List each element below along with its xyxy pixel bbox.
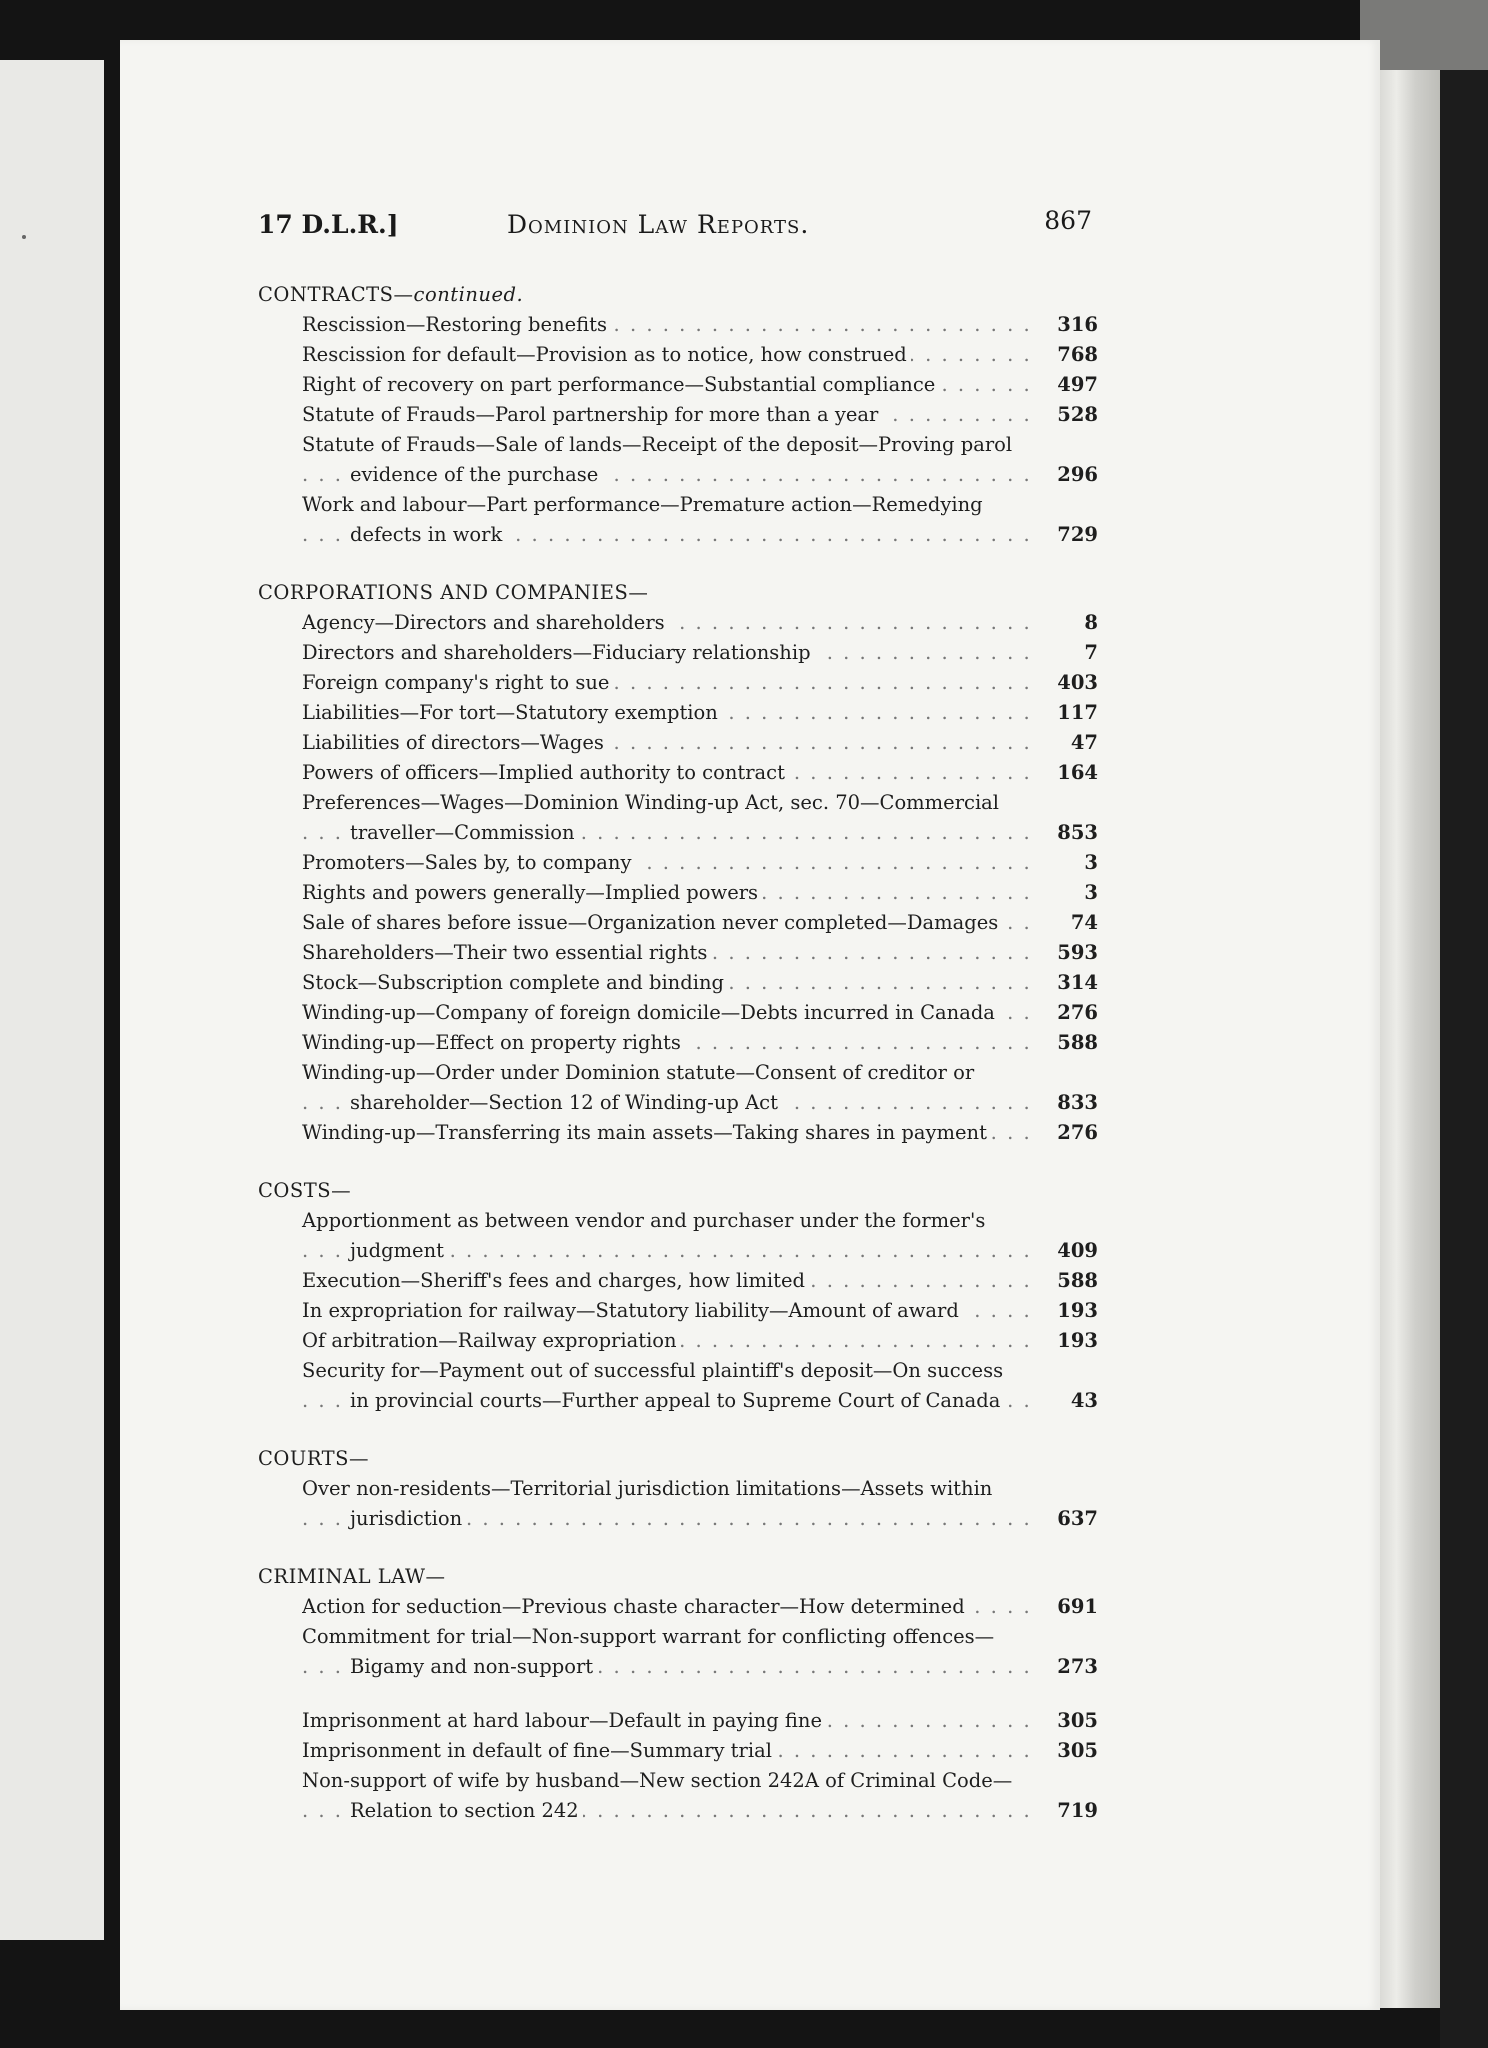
entry-page-number: 314 xyxy=(1057,971,1098,994)
entry-line xyxy=(302,460,1038,490)
entry-page-number: 47 xyxy=(1070,731,1098,754)
entry-page-number: 117 xyxy=(1057,701,1098,724)
index-entry xyxy=(258,1326,1098,1356)
entry-line xyxy=(302,1474,1038,1504)
entry-line xyxy=(302,668,1038,698)
entry-page-number: 7 xyxy=(1084,641,1098,664)
entry-line xyxy=(302,1058,1038,1088)
entry-line xyxy=(302,1386,1038,1416)
index-entry xyxy=(258,848,1098,878)
entry-page-number: 276 xyxy=(1057,1001,1098,1024)
entry-line xyxy=(302,848,1038,878)
entry-line xyxy=(302,1266,1038,1296)
entry-page-number: 305 xyxy=(1057,1739,1098,1762)
entry-line xyxy=(302,1236,1038,1266)
scan-background xyxy=(1440,0,1488,2048)
entry-text: Rescission for default—Provision as to notice, how construed xyxy=(302,343,911,366)
index-entry xyxy=(258,310,1098,340)
entry-text: Promoters—Sales by, to company xyxy=(302,851,636,874)
entry-line xyxy=(302,1356,1038,1386)
entry-page-number: 164 xyxy=(1057,761,1098,784)
entry-page-number: 719 xyxy=(1057,1799,1098,1822)
index-entry xyxy=(258,788,1098,848)
index-entry xyxy=(258,608,1098,638)
index-entry xyxy=(258,1296,1098,1326)
entry-text: judgment xyxy=(350,1239,448,1262)
index-entry xyxy=(258,728,1098,758)
entry-line xyxy=(302,968,1038,998)
entry-text: Bigamy and non-support xyxy=(350,1655,597,1678)
entry-line xyxy=(302,400,1038,430)
entry-text: Shareholders—Their two essential rights xyxy=(302,941,711,964)
entry-page-number: 729 xyxy=(1057,523,1098,546)
entry-line xyxy=(302,698,1038,728)
entry-page-number: 593 xyxy=(1057,941,1098,964)
index-entry xyxy=(258,340,1098,370)
entry-text: defects in work xyxy=(350,523,506,546)
entry-page-number: 305 xyxy=(1057,1709,1098,1732)
entry-page-number: 273 xyxy=(1057,1655,1098,1678)
entry-text: Over non-residents—Territorial jurisdiction limitations—Assets within xyxy=(302,1477,996,1500)
index-entry xyxy=(258,1356,1098,1416)
entry-page-number: 3 xyxy=(1084,851,1098,874)
section-heading: CORPORATIONS AND COMPANIES— xyxy=(258,581,649,604)
entry-text: Apportionment as between vendor and purchaser under the former's xyxy=(302,1209,989,1232)
entry-text: Imprisonment in default of fine—Summary trial xyxy=(302,1739,776,1762)
entry-text: Liabilities—For tort—Statutory exemption xyxy=(302,701,722,724)
entry-page-number: 74 xyxy=(1070,911,1098,934)
section-heading: COSTS— xyxy=(258,1179,352,1202)
section-heading: COURTS— xyxy=(258,1447,370,1470)
page-stack-edge xyxy=(1378,28,1440,2008)
entry-text: traveller—Commission xyxy=(350,821,579,844)
entry-page-number: 853 xyxy=(1057,821,1098,844)
entry-page-number: 588 xyxy=(1057,1269,1098,1292)
entry-text: Winding-up—Effect on property rights xyxy=(302,1031,685,1054)
entry-line xyxy=(302,638,1038,668)
index-section xyxy=(258,1562,1098,1826)
entry-page-number: 3 xyxy=(1084,881,1098,904)
entry-page-number: 768 xyxy=(1057,343,1098,366)
index-section xyxy=(258,280,1098,550)
entry-line xyxy=(302,818,1038,848)
entry-page-number: 316 xyxy=(1057,313,1098,336)
entry-text: Statute of Frauds—Parol partnership for more than a year xyxy=(302,403,882,426)
entry-text: Execution—Sheriff's fees and charges, how limited xyxy=(302,1269,809,1292)
entry-line xyxy=(302,1118,1038,1148)
entry-page-number: 193 xyxy=(1057,1299,1098,1322)
entry-text: Winding-up—Company of foreign domicile—Debts incurred in Canada xyxy=(302,1001,999,1024)
index-entry xyxy=(258,1266,1098,1296)
entry-line xyxy=(302,1766,1038,1796)
entry-text: Winding-up—Order under Dominion statute—Consent of creditor or xyxy=(302,1061,978,1084)
entry-line xyxy=(302,1652,1038,1682)
entry-text: evidence of the purchase xyxy=(350,463,602,486)
entry-text: jurisdiction xyxy=(350,1507,466,1530)
index-entry xyxy=(258,758,1098,788)
page-number: 867 xyxy=(1044,206,1092,235)
entry-text: Agency—Directors and shareholders xyxy=(302,611,669,634)
index-entry xyxy=(258,430,1098,490)
index-entry xyxy=(258,1028,1098,1058)
section-heading: CONTRACTS—continued. xyxy=(258,283,524,306)
index-entry xyxy=(258,908,1098,938)
index-content xyxy=(258,280,1098,1854)
entry-line xyxy=(302,1504,1038,1534)
entry-line xyxy=(302,788,1038,818)
entry-line xyxy=(302,1206,1038,1236)
index-entry xyxy=(258,490,1098,550)
index-section xyxy=(258,578,1098,1148)
section-heading: CRIMINAL LAW— xyxy=(258,1565,446,1588)
entry-line xyxy=(302,878,1038,908)
entry-text: Sale of shares before issue—Organization never completed—Damages xyxy=(302,911,1002,934)
entry-text: Commitment for trial—Non-support warrant for conflicting offences— xyxy=(302,1625,998,1648)
entry-page-number: 409 xyxy=(1057,1239,1098,1262)
entry-page-number: 403 xyxy=(1057,671,1098,694)
index-entry xyxy=(258,698,1098,728)
index-entry xyxy=(258,878,1098,908)
entry-line xyxy=(302,1326,1038,1356)
entry-text: shareholder—Section 12 of Winding-up Act xyxy=(350,1091,782,1114)
entry-text: Winding-up—Transferring its main assets—Taking shares in payment xyxy=(302,1121,991,1144)
entry-text: Relation to section 242 xyxy=(350,1799,583,1822)
entry-text: Non-support of wife by husband—New section 242A of Criminal Code— xyxy=(302,1769,1016,1792)
index-entry xyxy=(258,938,1098,968)
entry-line xyxy=(302,908,1038,938)
entry-line xyxy=(302,1592,1038,1622)
entry-text: Work and labour—Part performance—Premature action—Remedying xyxy=(302,493,987,516)
index-entry xyxy=(258,1058,1098,1118)
entry-text: Rescission—Restoring benefits xyxy=(302,313,611,336)
entry-line xyxy=(302,520,1038,550)
entry-text: Imprisonment at hard labour—Default in paying fine xyxy=(302,1709,826,1732)
entry-page-number: 588 xyxy=(1057,1031,1098,1054)
index-entry xyxy=(258,998,1098,1028)
entry-page-number: 528 xyxy=(1057,403,1098,426)
entry-line xyxy=(302,608,1038,638)
entry-page-number: 497 xyxy=(1057,373,1098,396)
entry-text: Liabilities of directors—Wages xyxy=(302,731,608,754)
entry-page-number: 833 xyxy=(1057,1091,1098,1114)
entry-line xyxy=(302,1706,1038,1736)
index-entry xyxy=(258,1118,1098,1148)
entry-text: in provincial courts—Further appeal to Supreme Court of Canada xyxy=(350,1389,1004,1412)
index-entry xyxy=(258,1206,1098,1266)
entry-page-number: 8 xyxy=(1084,611,1098,634)
entry-line xyxy=(302,728,1038,758)
entry-line xyxy=(302,1028,1038,1058)
entry-line xyxy=(302,938,1038,968)
index-entry xyxy=(258,1736,1098,1766)
entry-page-number: 43 xyxy=(1070,1389,1098,1412)
index-section xyxy=(258,1444,1098,1534)
index-entry xyxy=(258,1622,1098,1682)
entry-page-number: 296 xyxy=(1057,463,1098,486)
index-entry xyxy=(258,1592,1098,1622)
index-entry xyxy=(258,638,1098,668)
entry-text: Of arbitration—Railway expropriation xyxy=(302,1329,681,1352)
volume-label: 17 D.L.R.] xyxy=(258,210,399,239)
entry-text: In expropriation for railway—Statutory liability—Amount of award xyxy=(302,1299,963,1322)
entry-line xyxy=(302,310,1038,340)
index-entry xyxy=(258,1474,1098,1534)
entry-text: Powers of officers—Implied authority to contract xyxy=(302,761,789,784)
entry-page-number: 637 xyxy=(1057,1507,1098,1530)
index-entry xyxy=(258,1706,1098,1736)
entry-text: Preferences—Wages—Dominion Winding-up Act, sec. 70—Commercial xyxy=(302,791,1003,814)
entry-line xyxy=(302,1622,1038,1652)
entry-text: Statute of Frauds—Sale of lands—Receipt of the deposit—Proving parol xyxy=(302,433,1016,456)
entry-page-number: 691 xyxy=(1057,1595,1098,1618)
entry-text: Rights and powers generally—Implied powers xyxy=(302,881,762,904)
entry-line xyxy=(302,340,1038,370)
index-section xyxy=(258,1176,1098,1416)
index-entry xyxy=(258,400,1098,430)
index-entry xyxy=(258,968,1098,998)
page-speck xyxy=(22,235,26,239)
entry-line xyxy=(302,430,1038,460)
entry-text: Action for seduction—Previous chaste character—How determined xyxy=(302,1595,969,1618)
entry-text: Security for—Payment out of successful plaintiff's deposit—On success xyxy=(302,1359,1007,1382)
entry-line xyxy=(302,1736,1038,1766)
entry-page-number: 276 xyxy=(1057,1121,1098,1144)
entry-text: Foreign company's right to sue xyxy=(302,671,613,694)
entry-line xyxy=(302,998,1038,1028)
index-entry xyxy=(258,668,1098,698)
entry-line xyxy=(302,758,1038,788)
entry-gap xyxy=(258,1682,1098,1706)
entry-line xyxy=(302,1088,1038,1118)
index-entry xyxy=(258,370,1098,400)
entry-line xyxy=(302,370,1038,400)
entry-line xyxy=(302,1796,1038,1826)
entry-line xyxy=(302,490,1038,520)
page-title: Dominion Law Reports. xyxy=(507,210,810,239)
entry-text: Directors and shareholders—Fiduciary relationship xyxy=(302,641,815,664)
index-entry xyxy=(258,1766,1098,1826)
entry-line xyxy=(302,1296,1038,1326)
entry-page-number: 193 xyxy=(1057,1329,1098,1352)
entry-text: Stock—Subscription complete and binding xyxy=(302,971,728,994)
entry-text: Right of recovery on part performance—Substantial compliance xyxy=(302,373,939,396)
left-page-edge xyxy=(0,60,104,1940)
running-header xyxy=(252,170,1102,239)
